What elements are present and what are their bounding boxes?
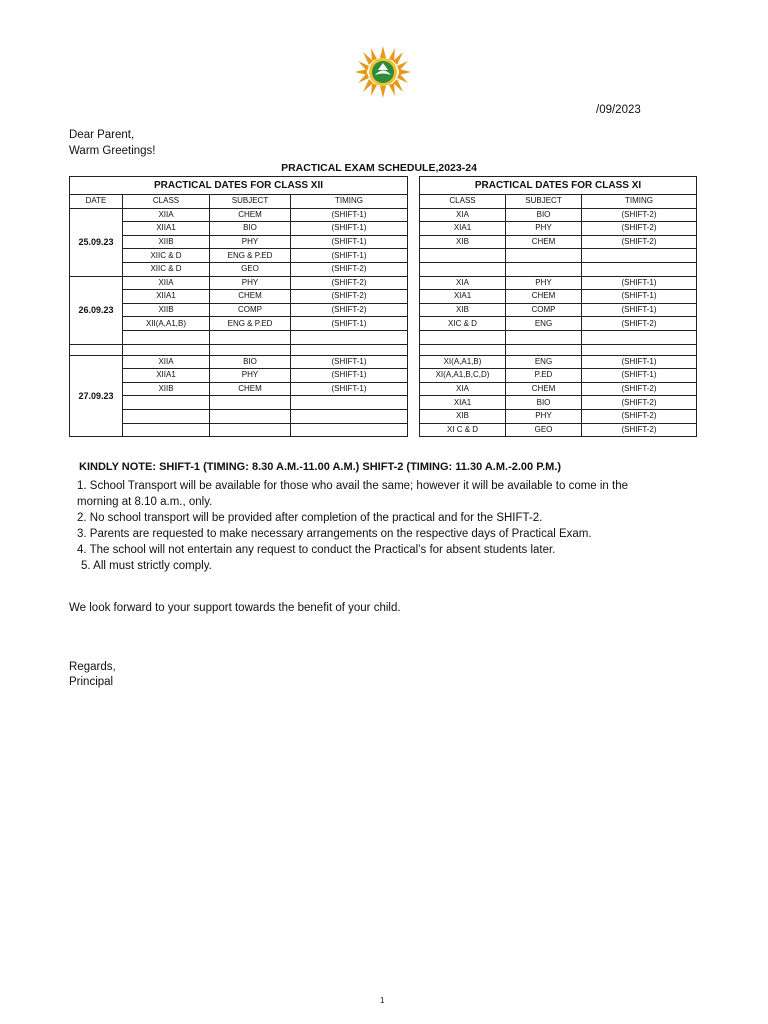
column-header: CLASS [420, 195, 506, 209]
table-divider [408, 177, 420, 195]
table-cell: XIA [420, 208, 506, 222]
schedule-title: PRACTICAL EXAM SCHEDULE,2023-24 [281, 162, 477, 174]
table-cell: XIIB [123, 382, 210, 396]
table-cell [420, 262, 506, 276]
practical-schedule-table [69, 176, 697, 437]
table-cell [123, 409, 210, 423]
table-row [70, 235, 697, 249]
page-number: 1 [380, 996, 385, 1005]
salutation: Dear Parent, [69, 129, 135, 141]
table-cell: (SHIFT-1) [291, 249, 408, 263]
empty-cell [123, 344, 210, 355]
signatory: Principal [69, 676, 114, 688]
table-cell: XIA [420, 382, 506, 396]
table-cell: (SHIFT-2) [291, 290, 408, 304]
table-cell: XIB [420, 303, 506, 317]
table-divider [408, 290, 420, 304]
table-cell [582, 249, 697, 263]
table-cell: XIB [420, 235, 506, 249]
table-cell: (SHIFT-2) [291, 303, 408, 317]
table-cell: XIIA1 [123, 290, 210, 304]
table-cell: XI C & D [420, 423, 506, 437]
empty-cell [420, 344, 506, 355]
table-cell: XIIA1 [123, 369, 210, 383]
table-cell: COMP [506, 303, 582, 317]
table-cell: CHEM [210, 290, 291, 304]
table-cell [506, 330, 582, 344]
note-item: 5. All must strictly comply. [81, 560, 212, 572]
table-row [70, 222, 697, 236]
table-cell: (SHIFT-1) [582, 303, 697, 317]
table-cell: (SHIFT-2) [582, 317, 697, 331]
table-cell: XIIA1 [123, 222, 210, 236]
table-cell: (SHIFT-1) [291, 382, 408, 396]
table-cell [582, 262, 697, 276]
table-cell: BIO [210, 222, 291, 236]
table-cell: (SHIFT-2) [582, 396, 697, 410]
table-cell [420, 249, 506, 263]
table-divider [408, 409, 420, 423]
table-cell: GEO [210, 262, 291, 276]
table-cell [210, 330, 291, 344]
table-row [70, 317, 697, 331]
table-cell: PHY [210, 369, 291, 383]
table-divider [408, 195, 420, 209]
table-row [70, 208, 697, 222]
table-row [70, 409, 697, 423]
table-cell: (SHIFT-1) [291, 355, 408, 369]
table-cell: (SHIFT-2) [582, 222, 697, 236]
empty-cell [582, 344, 697, 355]
table-cell [123, 396, 210, 410]
table-cell [291, 330, 408, 344]
table-cell: BIO [506, 396, 582, 410]
table-cell: ENG & P.ED [210, 249, 291, 263]
table-cell: BIO [210, 355, 291, 369]
table-cell: (SHIFT-2) [291, 276, 408, 290]
table-cell [506, 262, 582, 276]
table-cell: (SHIFT-2) [291, 262, 408, 276]
table-cell: XIA1 [420, 290, 506, 304]
date-cell: 27.09.23 [70, 355, 123, 437]
table-cell: PHY [506, 222, 582, 236]
empty-cell [70, 344, 123, 355]
class-xii-header: PRACTICAL DATES FOR CLASS XII [70, 177, 408, 195]
table-cell [291, 396, 408, 410]
table-cell: (SHIFT-1) [291, 235, 408, 249]
table-divider [408, 249, 420, 263]
table-cell: (SHIFT-2) [582, 235, 697, 249]
table-cell: (SHIFT-1) [582, 276, 697, 290]
kindly-note: KINDLY NOTE: SHIFT-1 (TIMING: 8.30 A.M.-11.00 A.M.) SHIFT-2 (TIMING: 11.30 A.M.-2.00 P.M.) [79, 461, 562, 473]
table-cell: (SHIFT-1) [291, 317, 408, 331]
table-cell: (SHIFT-2) [582, 208, 697, 222]
table-divider [408, 382, 420, 396]
column-header: TIMING [582, 195, 697, 209]
column-header: SUBJECT [506, 195, 582, 209]
empty-cell [210, 344, 291, 355]
table-cell: (SHIFT-2) [582, 423, 697, 437]
table-cell [420, 330, 506, 344]
date-cell: 25.09.23 [70, 208, 123, 276]
table-divider [408, 276, 420, 290]
table-cell: XII(A,A1,B) [123, 317, 210, 331]
empty-cell [291, 344, 408, 355]
table-cell: XIIB [123, 235, 210, 249]
table-cell: CHEM [506, 382, 582, 396]
table-cell: PHY [506, 409, 582, 423]
table-cell: (SHIFT-1) [582, 355, 697, 369]
table-cell: ENG [506, 355, 582, 369]
notes-list [77, 478, 687, 574]
table-divider [408, 317, 420, 331]
column-header: CLASS [123, 195, 210, 209]
table-cell [210, 409, 291, 423]
table-cell: CHEM [210, 382, 291, 396]
table-divider [408, 369, 420, 383]
table-cell: PHY [506, 276, 582, 290]
column-header: DATE [70, 195, 123, 209]
table-cell: XIIC & D [123, 249, 210, 263]
table-divider [408, 208, 420, 222]
table-cell [506, 249, 582, 263]
table-cell: PHY [210, 235, 291, 249]
table-cell: CHEM [506, 235, 582, 249]
table-cell: XIA1 [420, 396, 506, 410]
table-divider [408, 235, 420, 249]
table-row [70, 290, 697, 304]
table-cell [123, 330, 210, 344]
table-divider [408, 344, 420, 355]
date-cell: 26.09.23 [70, 276, 123, 344]
table-cell: XIC & D [420, 317, 506, 331]
table-cell: P.ED [506, 369, 582, 383]
table-row [70, 276, 697, 290]
note-item: 4. The school will not entertain any request to conduct the Practical’s for absent students later. [77, 544, 556, 556]
letter-date: /09/2023 [596, 104, 641, 116]
table-row [70, 330, 697, 344]
table-cell: PHY [210, 276, 291, 290]
note-item: morning at 8.10 a.m., only. [77, 496, 213, 508]
signature-block [69, 660, 116, 690]
table-cell [582, 330, 697, 344]
table-cell: ENG [506, 317, 582, 331]
table-divider [408, 330, 420, 344]
table-cell: ENG & P.ED [210, 317, 291, 331]
table-cell: XIIB [123, 303, 210, 317]
table-cell [291, 409, 408, 423]
table-cell: XIB [420, 409, 506, 423]
column-header: TIMING [291, 195, 408, 209]
table-cell: XIIC & D [123, 262, 210, 276]
table-cell: COMP [210, 303, 291, 317]
table-cell: CHEM [506, 290, 582, 304]
table-cell: BIO [506, 208, 582, 222]
note-item: 3. Parents are requested to make necessary arrangements on the respective days of Practical Exam. [77, 528, 592, 540]
table-cell: XIIA [123, 355, 210, 369]
table-row [70, 369, 697, 383]
table-cell: XI(A,A1,B,C,D) [420, 369, 506, 383]
table-cell: XIIA [123, 208, 210, 222]
table-cell: XIA [420, 276, 506, 290]
column-header-row [70, 195, 697, 209]
table-cell: (SHIFT-1) [582, 290, 697, 304]
table-divider [408, 355, 420, 369]
spacer-row [70, 344, 697, 355]
table-cell: CHEM [210, 208, 291, 222]
table-cell: XI(A,A1,B) [420, 355, 506, 369]
table-row [70, 303, 697, 317]
table-divider [408, 396, 420, 410]
table-cell: (SHIFT-1) [291, 222, 408, 236]
table-row [70, 396, 697, 410]
greeting: Warm Greetings! [69, 145, 156, 157]
table-cell: GEO [506, 423, 582, 437]
table-cell [210, 423, 291, 437]
table-row [70, 262, 697, 276]
table-cell [210, 396, 291, 410]
table-divider [408, 222, 420, 236]
regards: Regards, [69, 661, 116, 673]
empty-cell [506, 344, 582, 355]
table-cell: XIIA [123, 276, 210, 290]
table-cell: (SHIFT-2) [582, 382, 697, 396]
table-row [70, 355, 697, 369]
table-divider [408, 262, 420, 276]
closing-line: We look forward to your support towards the benefit of your child. [69, 602, 401, 614]
table-cell: (SHIFT-2) [582, 409, 697, 423]
school-emblem-logo [351, 44, 415, 100]
table-divider [408, 423, 420, 437]
table-cell: (SHIFT-1) [291, 208, 408, 222]
table-row [70, 423, 697, 437]
table-divider [408, 303, 420, 317]
column-header: SUBJECT [210, 195, 291, 209]
note-item: 1. School Transport will be available for those who avail the same; however it will be available to come in the [77, 480, 629, 492]
class-xi-header: PRACTICAL DATES FOR CLASS XI [420, 177, 697, 195]
table-cell [123, 423, 210, 437]
table-row [70, 382, 697, 396]
table-cell [291, 423, 408, 437]
table-cell: (SHIFT-1) [582, 369, 697, 383]
table-cell: XIA1 [420, 222, 506, 236]
note-item: 2. No school transport will be provided after completion of the practical and for the SHIFT-2. [77, 512, 543, 524]
table-cell: (SHIFT-1) [291, 369, 408, 383]
table-row [70, 249, 697, 263]
